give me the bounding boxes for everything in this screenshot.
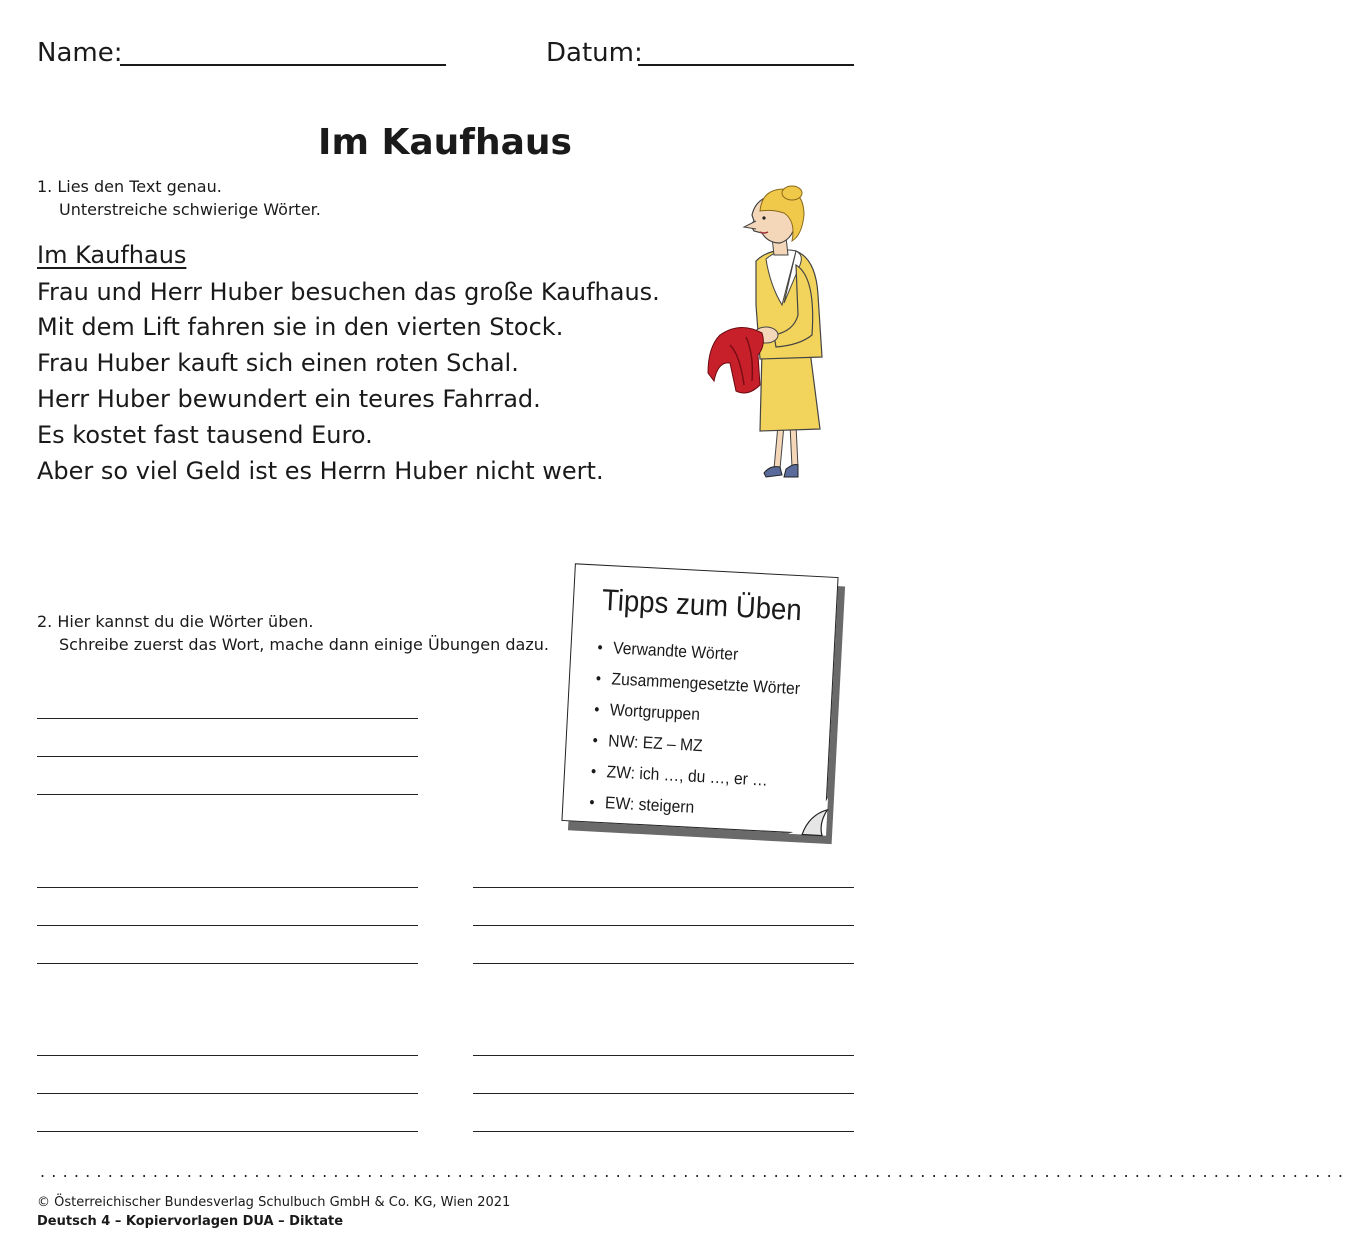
writing-line[interactable] xyxy=(37,1131,418,1132)
story-line: Herr Huber bewundert ein teures Fahrrad. xyxy=(37,385,541,413)
page-title: Im Kaufhaus xyxy=(318,122,572,163)
writing-line[interactable] xyxy=(37,718,418,719)
tips-item: • Zusammengesetzte Wörter xyxy=(595,669,801,699)
tips-title: Tipps zum Üben xyxy=(601,583,803,628)
story-line: Frau und Herr Huber besuchen das große Kaufhaus. xyxy=(37,278,660,306)
task-2-line-1: 2. Hier kannst du die Wörter üben. xyxy=(37,612,314,631)
tips-item: • Wortgruppen xyxy=(593,700,701,725)
date-label: Datum: xyxy=(546,38,643,68)
story-title: Im Kaufhaus xyxy=(37,241,187,269)
woman-illustration xyxy=(700,185,830,485)
writing-line[interactable] xyxy=(473,1093,854,1094)
tips-item: • Verwandte Wörter xyxy=(597,638,739,664)
name-label: Name: xyxy=(37,38,123,68)
date-field[interactable] xyxy=(638,64,854,66)
writing-line[interactable] xyxy=(473,925,854,926)
writing-line[interactable] xyxy=(473,887,854,888)
story-line: Aber so viel Geld ist es Herrn Huber nicht wert. xyxy=(37,457,604,485)
page-curl-icon xyxy=(788,796,828,836)
story-line: Es kostet fast tausend Euro. xyxy=(37,421,373,449)
task-1-instructions xyxy=(37,175,321,221)
writing-line[interactable] xyxy=(37,1055,418,1056)
writing-line[interactable] xyxy=(37,963,418,964)
story-line: Mit dem Lift fahren sie in den vierten Stock. xyxy=(37,313,564,341)
tips-item: • ZW: ich …, du …, er … xyxy=(590,762,769,790)
story-line: Frau Huber kauft sich einen roten Schal. xyxy=(37,349,519,377)
task-2-instructions xyxy=(37,610,549,656)
task-1-line-1: 1. Lies den Text genau. xyxy=(37,177,222,196)
writing-line[interactable] xyxy=(37,887,418,888)
copyright-notice: © Österreichischer Bundesverlag Schulbuch GmbH & Co. KG, Wien 2021 xyxy=(37,1195,511,1210)
series-label: Deutsch 4 – Kopiervorlagen DUA – Diktate xyxy=(37,1214,344,1229)
tips-note xyxy=(561,563,838,834)
dotted-separator: .................................................................................................................... xyxy=(40,1162,1349,1181)
writing-line[interactable] xyxy=(37,1093,418,1094)
tips-item: • EW: steigern xyxy=(588,793,695,817)
writing-line[interactable] xyxy=(37,756,418,757)
writing-line[interactable] xyxy=(473,1131,854,1132)
tips-item: • NW: EZ – MZ xyxy=(592,731,704,756)
task-2-line-2: Schreibe zuerst das Wort, mache dann einige Übungen dazu. xyxy=(59,635,549,654)
task-1-line-2: Unterstreiche schwierige Wörter. xyxy=(59,200,321,219)
writing-line[interactable] xyxy=(473,1055,854,1056)
name-field[interactable] xyxy=(120,64,446,66)
writing-line[interactable] xyxy=(37,794,418,795)
writing-line[interactable] xyxy=(473,963,854,964)
writing-line[interactable] xyxy=(37,925,418,926)
